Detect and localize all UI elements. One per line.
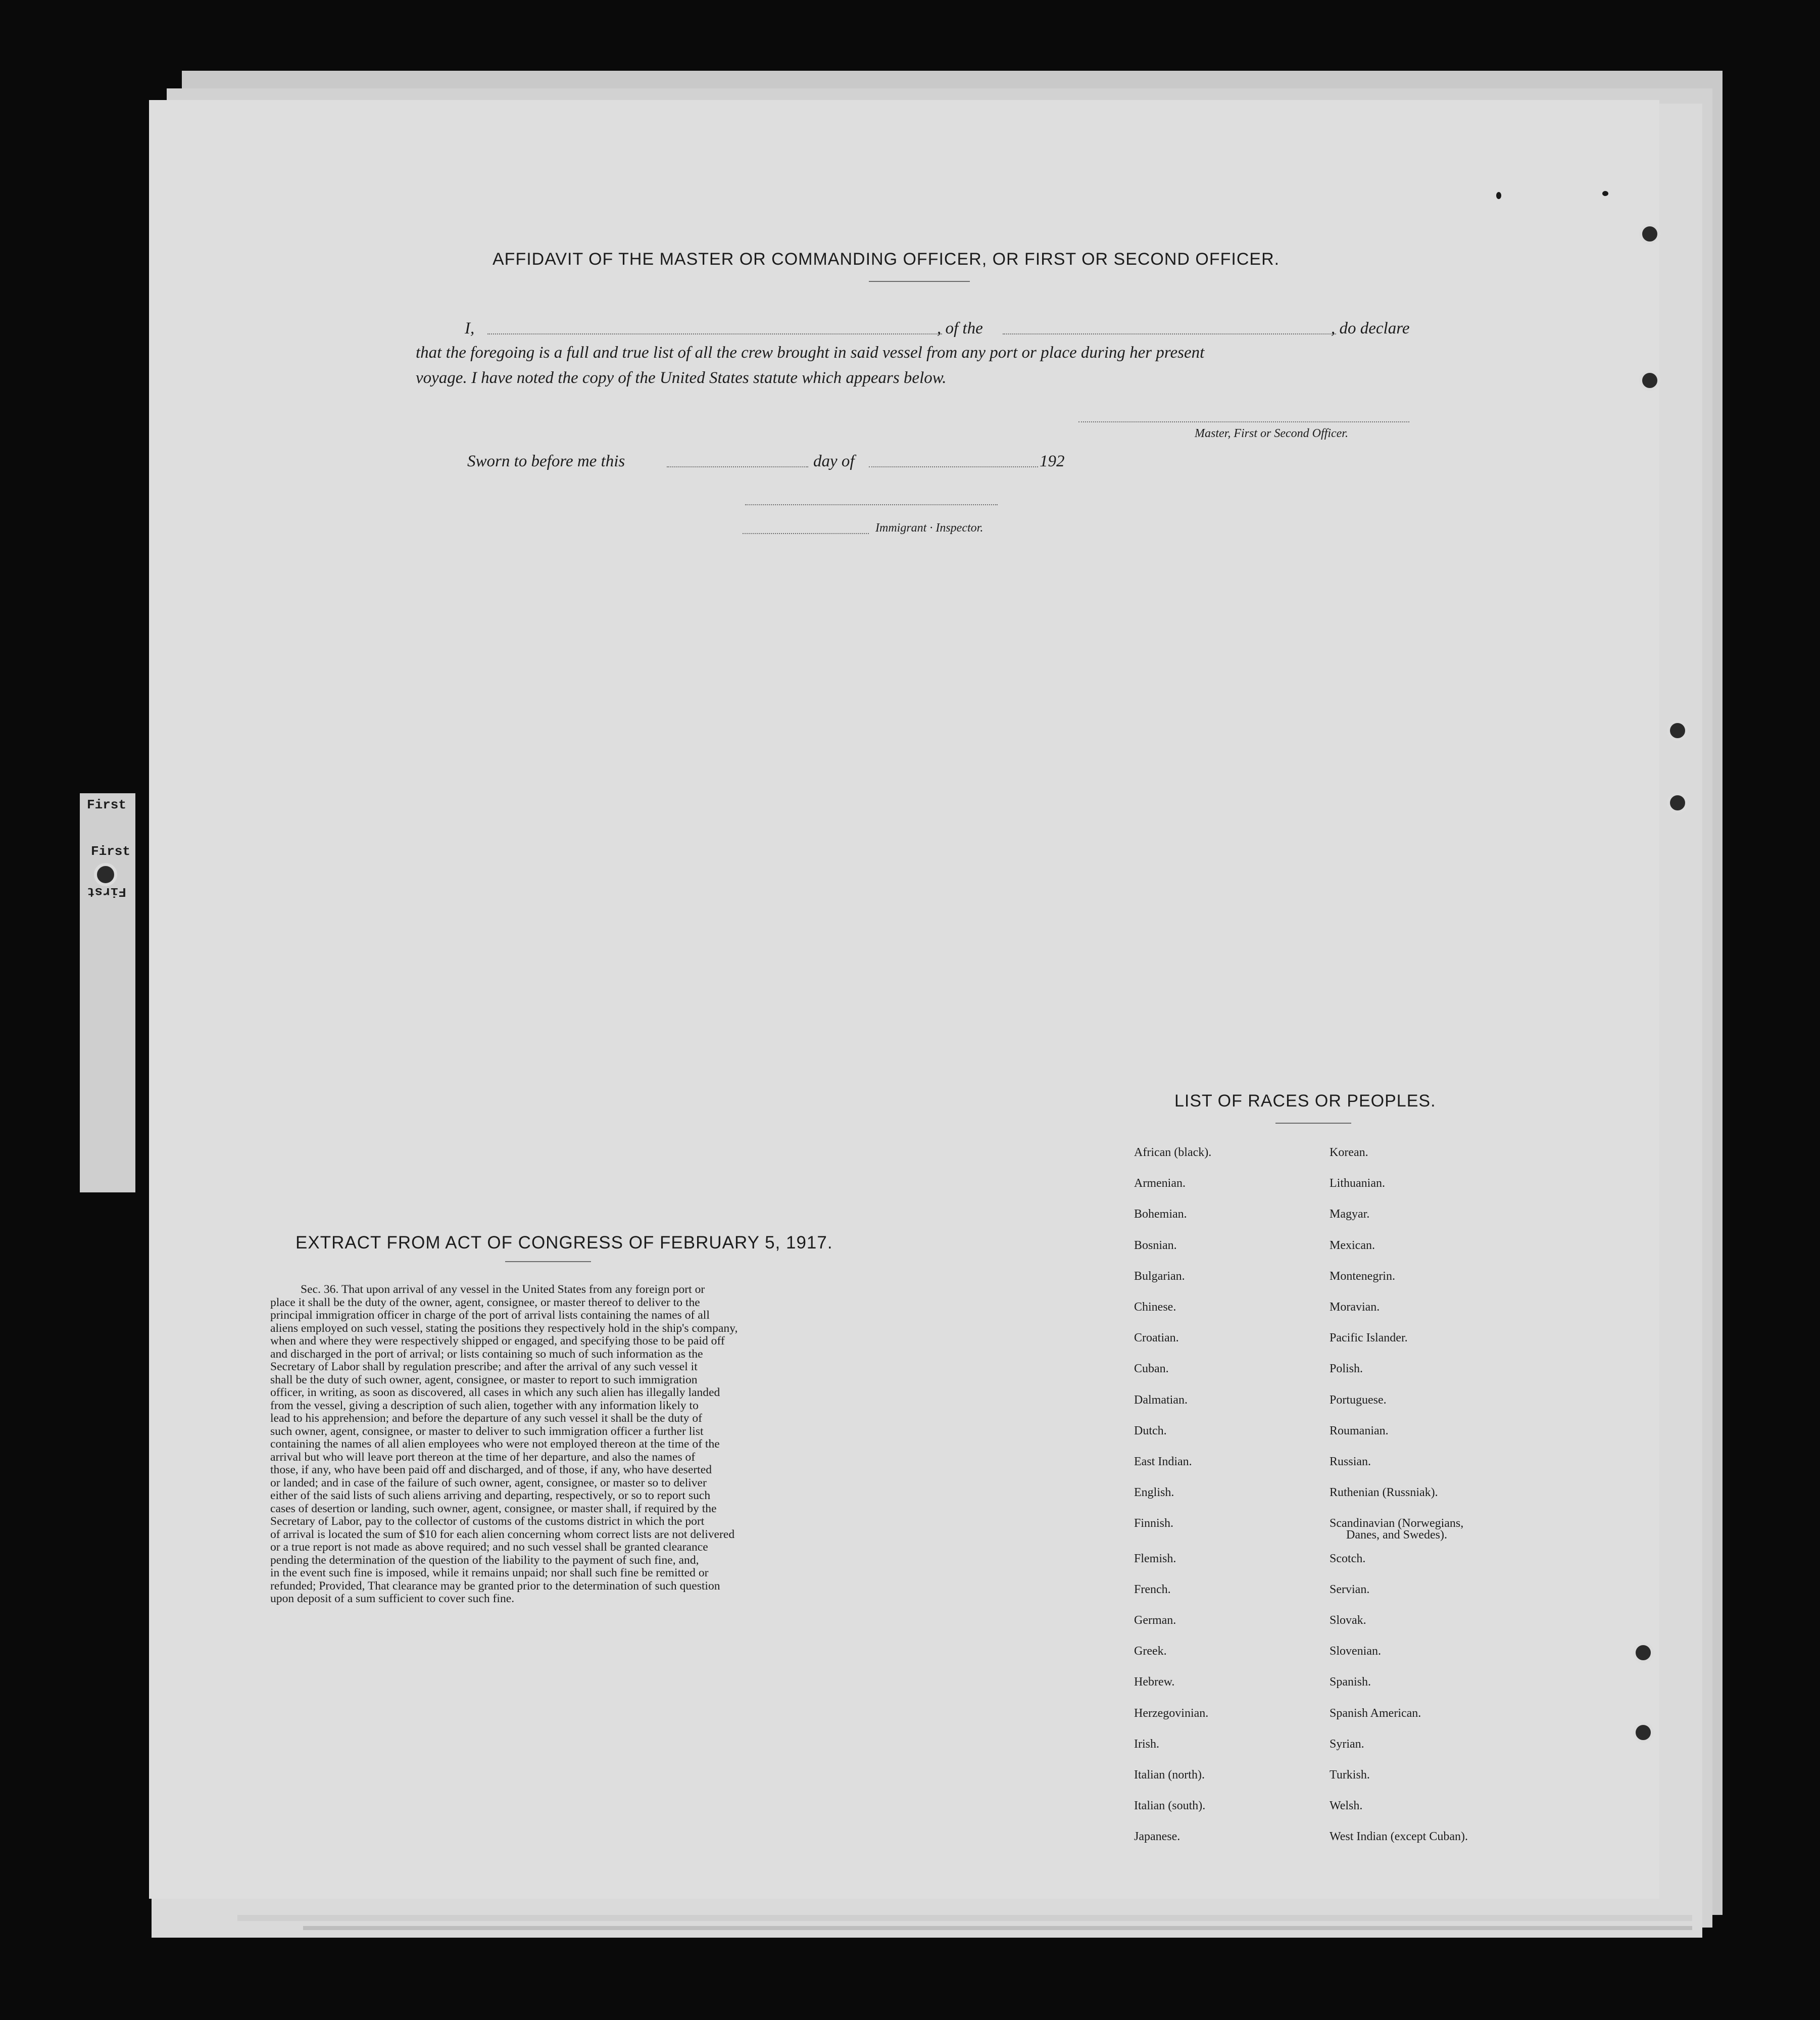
race-item: Lithuanian. — [1330, 1177, 1385, 1190]
race-item: Pacific Islander. — [1330, 1331, 1408, 1345]
race-item: Russian. — [1330, 1455, 1371, 1468]
race-item: Ruthenian (Russniak). — [1330, 1486, 1438, 1500]
statute-text — [270, 1283, 876, 1606]
race-item: Hebrew. — [1134, 1675, 1175, 1689]
punch-hole — [1633, 1722, 1654, 1743]
statute-line: officer, in writing, as soon as discovered, all cases in which any such alien has illegally landed — [270, 1386, 720, 1399]
sworn-mid: day of — [813, 452, 855, 470]
punch-hole — [94, 863, 117, 886]
month-blank — [869, 466, 1038, 467]
statute-line: Secretary of Labor shall by regulation prescribe; and after the arrival of any such vessel it — [270, 1360, 698, 1373]
race-item: Scandinavian (Norwegians, — [1330, 1517, 1464, 1530]
signature-caption: Master, First or Second Officer. — [1195, 427, 1348, 440]
statute-line: or landed; and in case of the failure of such owner, agent, consignee, or master so to deliver — [270, 1476, 707, 1489]
ink-speck — [1602, 191, 1608, 196]
binder-tab — [80, 793, 135, 1192]
race-item: Herzegovinian. — [1134, 1706, 1209, 1720]
race-item: Roumanian. — [1330, 1424, 1389, 1437]
race-item: Irish. — [1134, 1737, 1159, 1751]
punch-hole — [1639, 370, 1660, 391]
race-item: Dalmatian. — [1134, 1393, 1188, 1407]
signature-line — [1078, 421, 1409, 422]
statute-line: shall be the duty of such owner, agent, consignee, or master to report to such immigration — [270, 1373, 698, 1386]
tab-label: First — [87, 884, 127, 899]
race-item: Portuguese. — [1330, 1393, 1387, 1407]
inspector-line — [745, 504, 998, 505]
affidavit-line2: that the foregoing is a full and true list of all the crew brought in said vessel from any port or place during her present — [416, 344, 1205, 362]
punch-hole — [1633, 1642, 1654, 1663]
race-item: Magyar. — [1330, 1208, 1370, 1221]
race-item: Flemish. — [1134, 1552, 1176, 1565]
statute-line: containing the names of all alien employees who were not employed thereon at the time of the — [270, 1437, 720, 1451]
statute-line: those, if any, who have been paid off and discharged, and of those, if any, who have deserted — [270, 1463, 712, 1476]
statute-line: and discharged in the port of arrival; or lists containing so much of such information as the — [270, 1347, 703, 1361]
race-item: Servian. — [1330, 1582, 1370, 1596]
race-item: Cuban. — [1134, 1362, 1169, 1376]
heading-rule — [1275, 1123, 1351, 1124]
race-item: Bosnian. — [1134, 1238, 1177, 1252]
sheet-edge — [237, 1915, 1692, 1921]
statute-line: either of the said lists of such aliens arriving and departing, respectively, or so to report such — [270, 1489, 711, 1502]
statute-line: cases of desertion or landing, such owner, agent, consignee, or master shall, if required by the — [270, 1502, 717, 1515]
race-item: Welsh. — [1330, 1799, 1363, 1813]
sheet-edge — [303, 1926, 1692, 1930]
statute-line: Sec. 36. That upon arrival of any vessel in the United States from any foreign port or — [301, 1283, 705, 1296]
statute-line: in the event such fine is imposed, while it remains unpaid; nor shall such fine be remitted or — [270, 1566, 709, 1579]
race-item: Spanish. — [1330, 1675, 1371, 1689]
race-item: Chinese. — [1134, 1301, 1176, 1314]
race-item: Dutch. — [1134, 1424, 1167, 1437]
affidavit-line1-mid: , of the — [937, 319, 983, 338]
statute-line: principal immigration officer in charge of the port of arrival lists containing the names of all — [270, 1309, 710, 1322]
race-item: Turkish. — [1330, 1768, 1370, 1782]
statute-line: pending the determination of the question of the liability to the payment of such fine, and, — [270, 1553, 699, 1567]
sworn-start: Sworn to before me this — [467, 452, 625, 470]
race-item: French. — [1134, 1582, 1171, 1596]
race-item: Spanish American. — [1330, 1706, 1421, 1720]
statute-line: refunded; Provided, That clearance may be granted prior to the determination of such question — [270, 1579, 720, 1593]
inspector-line — [743, 533, 869, 534]
race-item: Bulgarian. — [1134, 1269, 1185, 1283]
race-item: Croatian. — [1134, 1331, 1179, 1345]
punch-hole — [1667, 792, 1688, 813]
day-blank — [667, 466, 808, 467]
race-item: Scotch. — [1330, 1552, 1366, 1565]
punch-hole — [1667, 720, 1688, 741]
statute-line: or a true report is not made as above required; and no such vessel shall be granted clearance — [270, 1541, 708, 1554]
statute-line: aliens employed on such vessel, stating the positions they respectively hold in the ship's company, — [270, 1321, 738, 1335]
race-item: Finnish. — [1134, 1517, 1174, 1530]
race-item: Slovenian. — [1330, 1645, 1381, 1658]
race-item: Italian (south). — [1134, 1799, 1206, 1813]
tab-label: First — [87, 797, 127, 812]
race-item: German. — [1134, 1614, 1176, 1627]
races-heading: LIST OF RACES OR PEOPLES. — [1174, 1091, 1436, 1111]
race-item: Slovak. — [1330, 1614, 1366, 1627]
statute-line: such owner, agent, consignee, or master to deliver to such immigration officer a further list — [270, 1424, 704, 1438]
race-item: Bohemian. — [1134, 1208, 1187, 1221]
race-item: Syrian. — [1330, 1737, 1364, 1751]
race-item: Moravian. — [1330, 1301, 1380, 1314]
name-blank — [487, 333, 942, 334]
race-item-continuation: Danes, and Swedes). — [1346, 1528, 1447, 1542]
sworn-year: 192 — [1040, 452, 1065, 470]
affidavit-heading: AFFIDAVIT OF THE MASTER OR COMMANDING OFFICER, OR FIRST OR SECOND OFFICER. — [493, 250, 1280, 269]
race-item: Italian (north). — [1134, 1768, 1205, 1782]
inspector-caption: Immigrant · Inspector. — [875, 521, 983, 535]
race-item: East Indian. — [1134, 1455, 1192, 1468]
race-item: Korean. — [1330, 1146, 1368, 1159]
race-item: Mexican. — [1330, 1238, 1375, 1252]
race-item: West Indian (except Cuban). — [1330, 1830, 1468, 1844]
statute-line: when and where they were respectively shipped or engaged, and specifying those to be paid off — [270, 1334, 725, 1348]
race-item: Armenian. — [1134, 1177, 1186, 1190]
vessel-blank — [1003, 333, 1336, 334]
statute-line: of arrival is located the sum of $10 for each alien concerning whom correct lists are not delivered — [270, 1527, 735, 1541]
affidavit-line3: voyage. I have noted the copy of the United States statute which appears below. — [416, 369, 947, 387]
statute-line: from the vessel, giving a description of such alien, together with any information likely to — [270, 1399, 699, 1412]
race-item: Montenegrin. — [1330, 1269, 1395, 1283]
statute-line: Secretary of Labor, pay to the collector of customs of the customs district in which the port — [270, 1515, 705, 1528]
race-item: Japanese. — [1134, 1830, 1180, 1844]
statute-line: upon deposit of a sum sufficient to cover such fine. — [270, 1592, 515, 1605]
race-item: English. — [1134, 1486, 1174, 1500]
affidavit-line1-start: I, — [465, 319, 475, 338]
heading-rule — [505, 1261, 591, 1262]
affidavit-line1-end: , do declare — [1331, 319, 1410, 338]
race-item: Polish. — [1330, 1362, 1363, 1376]
statute-line: lead to his apprehension; and before the departure of any such vessel it shall be the duty of — [270, 1412, 703, 1425]
statute-line: arrival but who will leave port thereon at the time of her departure, and also the names of — [270, 1450, 696, 1464]
tab-label: First — [91, 844, 131, 859]
race-item: Greek. — [1134, 1645, 1167, 1658]
race-item: African (black). — [1134, 1146, 1212, 1159]
punch-hole — [1639, 223, 1660, 245]
extract-heading: EXTRACT FROM ACT OF CONGRESS OF FEBRUARY 5, 1917. — [296, 1233, 833, 1253]
heading-rule — [869, 281, 970, 282]
ink-speck — [1496, 192, 1501, 199]
statute-line: place it shall be the duty of the owner, agent, consignee, or master thereof to deliver to the — [270, 1295, 700, 1309]
